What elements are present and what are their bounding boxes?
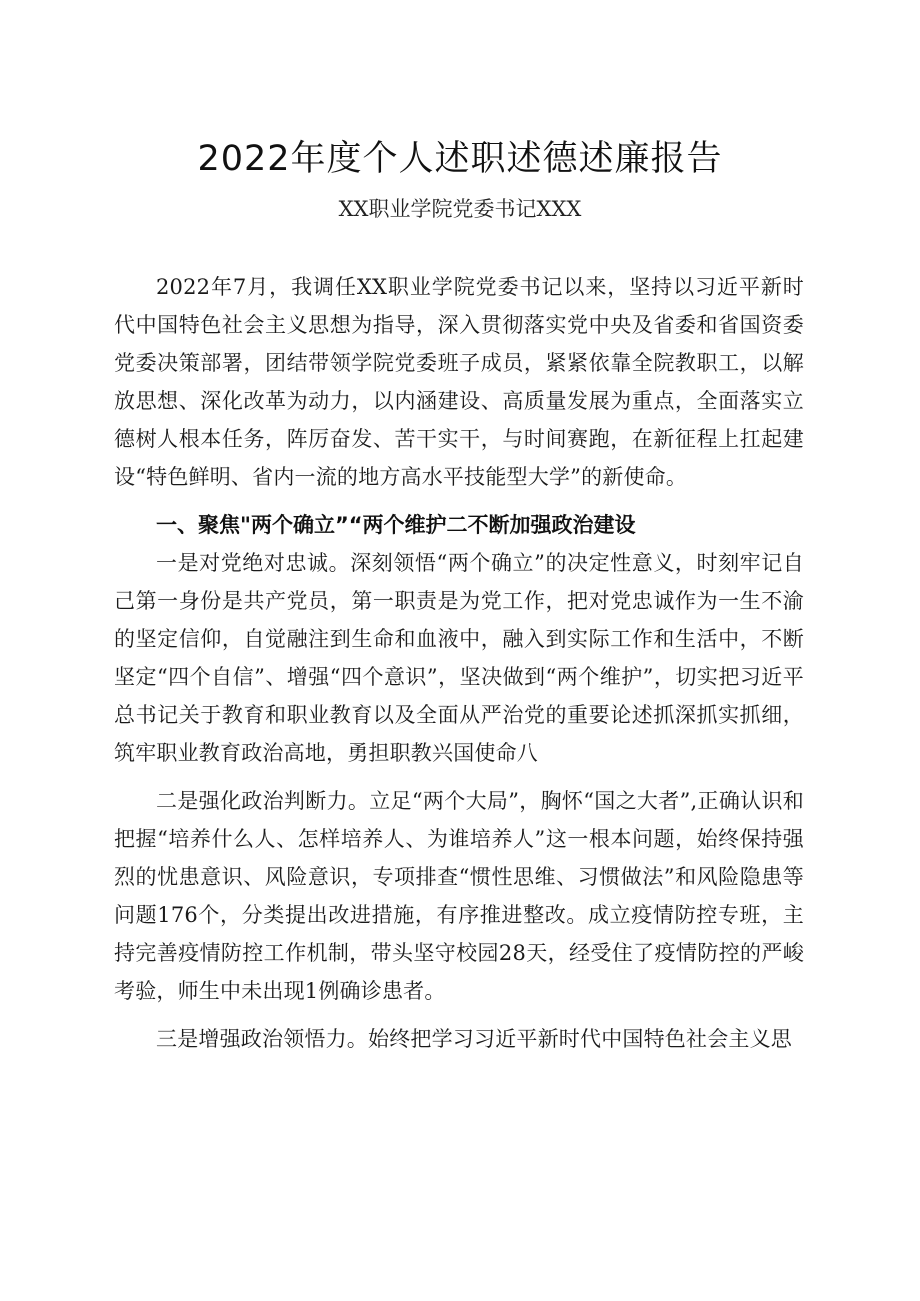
intro-paragraph: 2022年7月，我调任XX职业学院党委书记以来，坚持以习近平新时代中国特色社会主义思想为指导，深入贯彻落实党中央及省委和省国资委党委决策部署，团结带领学院党委班子成员，紧紧依靠全院教职工，以解放思想、深化改革为动力，以内涵建设、高质量发展为重点，全面落实立德树人根本任务，阵厉奋发、苦干实干，与时间赛跑，在新征程上扛起建设“特色鲜明、省内一流的地方高水平技能型大学”的新使命。 [114,275,804,489]
paragraph-judgment: 二是强化政治判断力。立足“两个大局”，胸怀“国之大者”,正确认识和把握“培养什么人、怎样培养人、为谁培养人”这一根本问题，始终保持强烈的忧患意识、风险意识，专项排查“惯性思维、习惯做法”和风险隐患等问题176个，分类提出改进措施，有序推进整改。成立疫情防控专班，主持完善疫情防控工作机制，带头坚守校园28天，经受住了疫情防控的严峻考验，师生中未出现1例确诊患者。 [114,789,804,1003]
paragraph-gap [114,1010,804,1020]
paragraph-loyalty: 一是对党绝对忠诚。深刻领悟“两个确立”的决定性意义，时刻牢记自己第一身份是共产党员，第一职责是为党工作，把对党忠诚作为一生不渝的坚定信仰，自觉融注到生命和血液中，融入到实际工作和生活中，不断坚定“四个自信”、增强“四个意识”，坚决做到“两个维护”，切实把习近平总书记关于教育和职业教育以及全面从严治党的重要论述抓深抓实抓细，筑牢职业教育政治高地，勇担职教兴国使命八 [114,551,804,765]
document-title: 2022年度个人述职述德述廉报告 [197,139,723,179]
document-body [114,268,804,1058]
paragraph-comprehension: 三是增强政治领悟力。始终把学习习近平新时代中国特色社会主义思 [156,1027,792,1051]
document-subtitle: XX职业学院党委书记XXX [338,197,582,221]
section-heading: 一、聚焦"两个确立”“两个维护二不断加强政治建设 [156,513,636,537]
paragraph-gap [114,772,804,782]
paragraph-gap [114,496,804,506]
